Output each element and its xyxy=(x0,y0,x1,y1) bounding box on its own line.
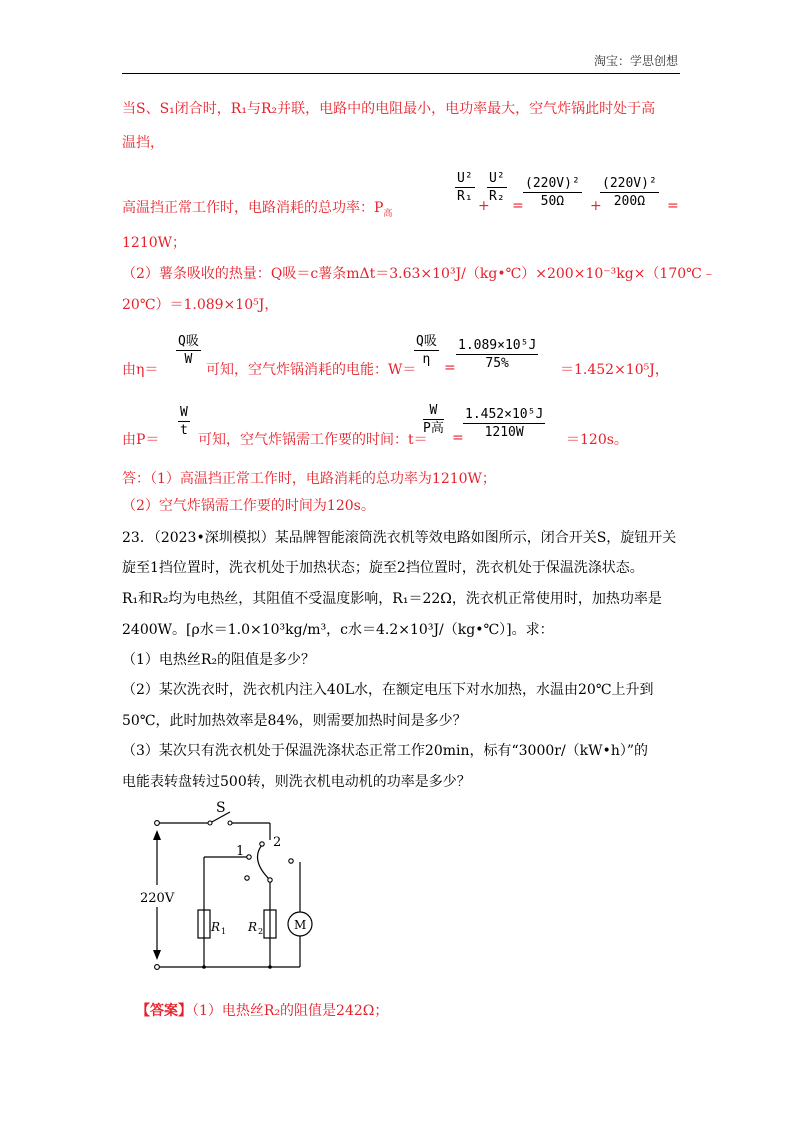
plus-sign: + xyxy=(590,198,602,214)
switch-contact-right xyxy=(228,821,232,825)
junction-r2 xyxy=(268,965,272,969)
equals-sign: = xyxy=(452,430,464,446)
voltage-label: 220V xyxy=(140,891,175,906)
plus-sign: + xyxy=(478,198,490,214)
fraction-numerator: (220V)² xyxy=(602,176,657,191)
contact-off xyxy=(245,876,249,880)
r2-label: R xyxy=(248,920,258,934)
question-23-q3-line-2: 电能表转盘转过500转，则洗衣机电动机的功率是多少？ xyxy=(122,774,471,790)
switch-s-label: S xyxy=(216,800,226,816)
question-23-q2-line-1: （2）某次洗衣时，洗衣机内注入40L水，在额定电压下对水加热，水温由20℃上升到 xyxy=(122,682,654,698)
question-23-line-1: 23．（2023•深圳模拟）某品牌智能滚筒洗衣机等效电路如图所示，闭合开关S，旋钮开关 xyxy=(122,530,677,546)
eta-prefix: 由η＝ xyxy=(122,362,159,378)
rotary-arm xyxy=(258,845,271,880)
time-result: ＝120s。 xyxy=(566,432,628,448)
fraction-numerator: U² xyxy=(489,171,505,186)
rotary-pivot xyxy=(268,878,272,882)
terminal-top xyxy=(155,821,160,826)
question-23-q3-line-1: （3）某次只有洗衣机处于保温洗涤状态正常工作20min，标有“3000r/（kW•h）”的 xyxy=(122,743,648,759)
r1-label: R xyxy=(211,920,221,934)
fraction-denominator: 1210W xyxy=(484,425,524,440)
question-23-line-2: 旋至1挡位置时，洗衣机处于加热状态；旋至2挡位置时，洗衣机处于保温洗涤状态。 xyxy=(122,560,644,576)
solution-line-1: 当S、S₁闭合时，R₁与R₂并联，电路中的电阻最小，电功率最大，空气炸锅此时处于高 xyxy=(122,101,656,117)
position-1-label: 1 xyxy=(236,844,245,859)
answer-line xyxy=(136,1001,696,1021)
contact-1 xyxy=(247,855,251,859)
solution-line-4: 1210W； xyxy=(122,235,187,251)
terminal-bottom xyxy=(155,965,160,970)
fraction-denominator: 75% xyxy=(485,356,509,371)
fraction-numerator: 1.089×10⁵J xyxy=(458,338,537,353)
fraction-denominator: t xyxy=(180,423,188,438)
fraction-denominator: R₂ xyxy=(489,189,505,204)
p-prefix: 由P＝ xyxy=(122,432,160,448)
r2-sub: 2 xyxy=(258,927,264,936)
junction-r1 xyxy=(202,965,206,969)
switch-contact-left xyxy=(208,821,212,825)
fraction-numerator: U² xyxy=(457,171,473,186)
energy-result: ＝1.452×10⁵J， xyxy=(560,362,669,378)
arrow-head-up xyxy=(153,830,161,840)
fraction-numerator: W xyxy=(180,405,188,420)
contact-2 xyxy=(260,842,264,846)
fraction-numerator: Q吸 xyxy=(178,334,199,349)
equals-sign: = xyxy=(444,360,456,376)
power-label: 高温挡正常工作时，电路消耗的总功率：P xyxy=(122,200,384,216)
fraction-numerator: Q吸 xyxy=(416,334,437,349)
equals-sign: = xyxy=(667,198,679,214)
motor-label: M xyxy=(294,918,307,932)
fraction-denominator: W xyxy=(184,352,193,367)
solution-line-2: 温挡， xyxy=(122,135,164,151)
arrow-head-down xyxy=(153,950,161,960)
fraction-denominator: 200Ω xyxy=(613,194,646,209)
fraction-numerator: W xyxy=(423,402,444,420)
answer-tag: 【答案】 xyxy=(136,1003,192,1019)
fraction-numerator: (220V)² xyxy=(525,176,580,191)
question-23-line-4: 2400W。[ρ水＝1.0×10³kg/m³，c水＝4.2×10³J/（kg•℃）]。求： xyxy=(122,622,554,638)
answer-line-1: 答：（1）高温挡正常工作时，电路消耗的总功率为1210W； xyxy=(122,471,496,487)
contact-motor xyxy=(289,859,293,863)
equals-sign: = xyxy=(512,198,524,214)
question-23-line-3: R₁和R₂均为电热丝，其阻值不受温度影响，R₁＝22Ω，洗衣机正常使用时，加热功率是 xyxy=(122,591,662,607)
fraction-denominator: R₁ xyxy=(457,189,473,204)
fraction-numerator: 1.452×10⁵J xyxy=(465,407,544,422)
question-23-q1: （1）电热丝R₂的阻值是多少？ xyxy=(122,652,316,668)
position-2-label: 2 xyxy=(273,835,282,850)
fraction-denominator: 50Ω xyxy=(540,194,565,209)
header-source: 淘宝：学思创想 xyxy=(593,54,678,68)
solution-line-5: （2）薯条吸收的热量：Q吸＝c薯条mΔt＝3.63×10³J/（kg•℃）×200×10⁻³kg×（170℃﹣ xyxy=(122,266,716,282)
fraction-denominator: η xyxy=(422,352,431,367)
answer-text: （1）电热丝R₂的阻值是242Ω； xyxy=(192,1003,389,1019)
r1-sub: 1 xyxy=(221,927,227,936)
answer-line-2: （2）空气炸锅需工作要的时间为120s。 xyxy=(122,498,375,514)
p-middle-text: 可知，空气炸锅需工作要的时间：t＝ xyxy=(198,432,428,448)
fraction-denominator: P高 xyxy=(423,421,444,436)
power-sub: 高 xyxy=(383,208,393,219)
eta-middle-text: 可知，空气炸锅消耗的电能：W＝ xyxy=(206,362,417,378)
question-23-q2-line-2: 50℃，此时加热效率是84%，则需要加热时间是多少？ xyxy=(122,713,467,729)
solution-line-6: 20℃）＝1.089×10⁵J， xyxy=(122,297,279,313)
